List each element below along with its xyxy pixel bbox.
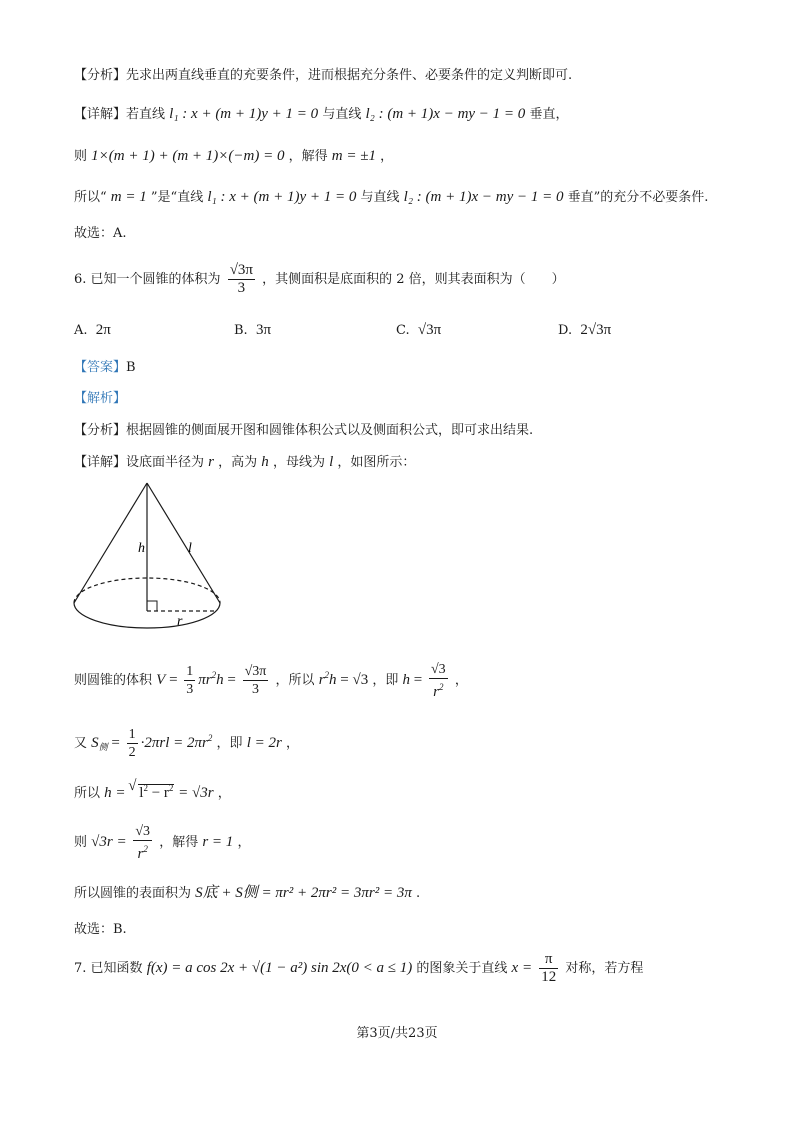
equation: l₁ : x + (m + 1)y + 1 = 0: [207, 189, 357, 205]
equation: x =: [511, 960, 533, 976]
text: 则圆锥的体积: [74, 673, 153, 688]
step-height: 所以 h = √ $l^2 - r^2 = √3r$ ，: [74, 778, 231, 804]
text: ，母线为: [272, 455, 325, 470]
step-surface: [74, 883, 420, 904]
option-d: [558, 320, 611, 341]
text: ，: [217, 786, 231, 801]
text: 与直线: [360, 190, 400, 205]
text: 所以“: [74, 190, 107, 205]
text: 【详解】设底面半径为: [74, 455, 205, 470]
text: ，所以: [275, 673, 315, 688]
option-label: B.: [234, 323, 248, 338]
option-value: 2√3π: [580, 322, 612, 338]
equation: S底 + S侧 = πr² + 2πr² = 3πr² = 3π: [195, 885, 412, 901]
label-r: r: [177, 614, 183, 629]
text: 又: [74, 736, 88, 751]
fraction-num: π: [539, 951, 558, 969]
page-footer: 第3页/共23页: [356, 1026, 438, 1041]
question-text: ，其侧面积是底面积的 2 倍，则其表面积为（ ）: [262, 272, 565, 287]
option-label: C.: [396, 323, 410, 338]
var-h: h: [261, 454, 269, 470]
label-h: h: [138, 541, 145, 556]
var-l: l: [329, 454, 334, 470]
analysis-line-2: 【分析】根据圆锥的侧面展开图和圆锥体积公式以及侧面积公式，即可求出结果.: [74, 423, 534, 438]
detail-line-2: [74, 146, 393, 167]
option-c: [396, 320, 441, 341]
detail-line-1: [74, 104, 568, 125]
cone-diagram: [70, 478, 230, 638]
right-angle-mark: [147, 601, 157, 611]
text: 所以圆锥的表面积为: [74, 886, 192, 901]
var-r: r: [208, 454, 214, 470]
option-b: [234, 320, 271, 341]
step-lateral: 又 $S_侧$ = $\frac{1}{2}$ $\cdot 2\pi rl = 2\pi r^2$ ，即 l = 2r ，: [74, 727, 299, 760]
option-value: √3π: [417, 322, 442, 338]
question-text: 7. 已知函数: [74, 961, 143, 976]
text: ，: [454, 673, 468, 688]
analysis-line: 【分析】先求出两直线垂直的充要条件，进而根据充分条件、必要条件的定义判断即可.: [74, 68, 573, 83]
text: ，如图所示：: [337, 455, 416, 470]
text: 与直线: [322, 107, 362, 122]
fraction-den: 3: [237, 280, 246, 296]
text: ，即: [372, 673, 399, 688]
choice-line: 故选：A.: [74, 226, 127, 241]
text: 垂直”的充分不必要条件.: [567, 190, 709, 205]
option-a: [74, 320, 111, 341]
equation: r = 1: [202, 834, 234, 850]
label-l: l: [188, 541, 192, 556]
fraction-num: √3π: [229, 262, 253, 278]
option-label: D.: [558, 323, 573, 338]
text: 【详解】若直线: [74, 107, 166, 122]
text: ，即: [216, 736, 243, 751]
answer-value: B: [126, 360, 136, 375]
text: ，: [285, 736, 299, 751]
question-7: [74, 948, 643, 989]
detail-line-4: [74, 452, 415, 473]
fraction: [228, 262, 255, 297]
equation: l = 2r: [246, 735, 282, 751]
analysis-tag: 【解析】: [74, 391, 127, 406]
answer-line: [74, 358, 136, 378]
equation: f(x) = a cos 2x + √(1 − a²) sin 2x(0 < a ≤ 1): [146, 960, 413, 976]
equation: m = 1: [110, 189, 147, 205]
question-text: 的图象关于直线: [416, 961, 508, 976]
text: ”是“直线: [150, 190, 204, 205]
equation: m = ±1: [331, 148, 376, 164]
cone-slant-edge: [147, 483, 220, 603]
text: ，高为: [218, 455, 258, 470]
text: ，解得: [159, 835, 199, 850]
option-value: 2π: [95, 322, 111, 338]
text: 则: [74, 835, 88, 850]
option-value: 3π: [255, 322, 272, 338]
text: ，解得: [288, 149, 328, 164]
equation: l₂ : (m + 1)x − my − 1 = 0: [403, 189, 564, 205]
cone-left-edge: [74, 483, 147, 603]
choice-line-2: 故选：B.: [74, 922, 127, 937]
step-volume: 则圆锥的体积 V = $\frac{1}{3}$ $\pi r^2h$ = $\frac{√3\pi}{3}$ ，所以 $r^2h = √3$ ，即 h = $\frac{√3}{r^2}$ ，: [74, 661, 468, 700]
text: 所以: [74, 786, 101, 801]
text: 垂直，: [529, 107, 569, 122]
detail-line-3: [74, 187, 708, 208]
text: 则: [74, 149, 88, 164]
step-solve-r: 则 √3r = $\frac{√3}{r^2}$ ，解得 r = 1 ，: [74, 823, 251, 862]
equation-l1: l₁ : x + (m + 1)y + 1 = 0: [169, 106, 319, 122]
equation-l2: l₂ : (m + 1)x − my − 1 = 0: [365, 106, 526, 122]
answer-tag: 【答案】: [74, 360, 127, 375]
option-label: A.: [74, 323, 88, 338]
question-text: 对称，若方程: [565, 961, 644, 976]
text: ，: [237, 835, 251, 850]
fraction: [539, 951, 558, 986]
question-6: [74, 262, 565, 298]
equation: 1×(m + 1) + (m + 1)×(−m) = 0: [91, 148, 285, 164]
text: .: [415, 886, 421, 901]
question-text: 6. 已知一个圆锥的体积为: [74, 272, 221, 287]
text: ，: [380, 149, 394, 164]
fraction-den: 12: [541, 969, 557, 985]
